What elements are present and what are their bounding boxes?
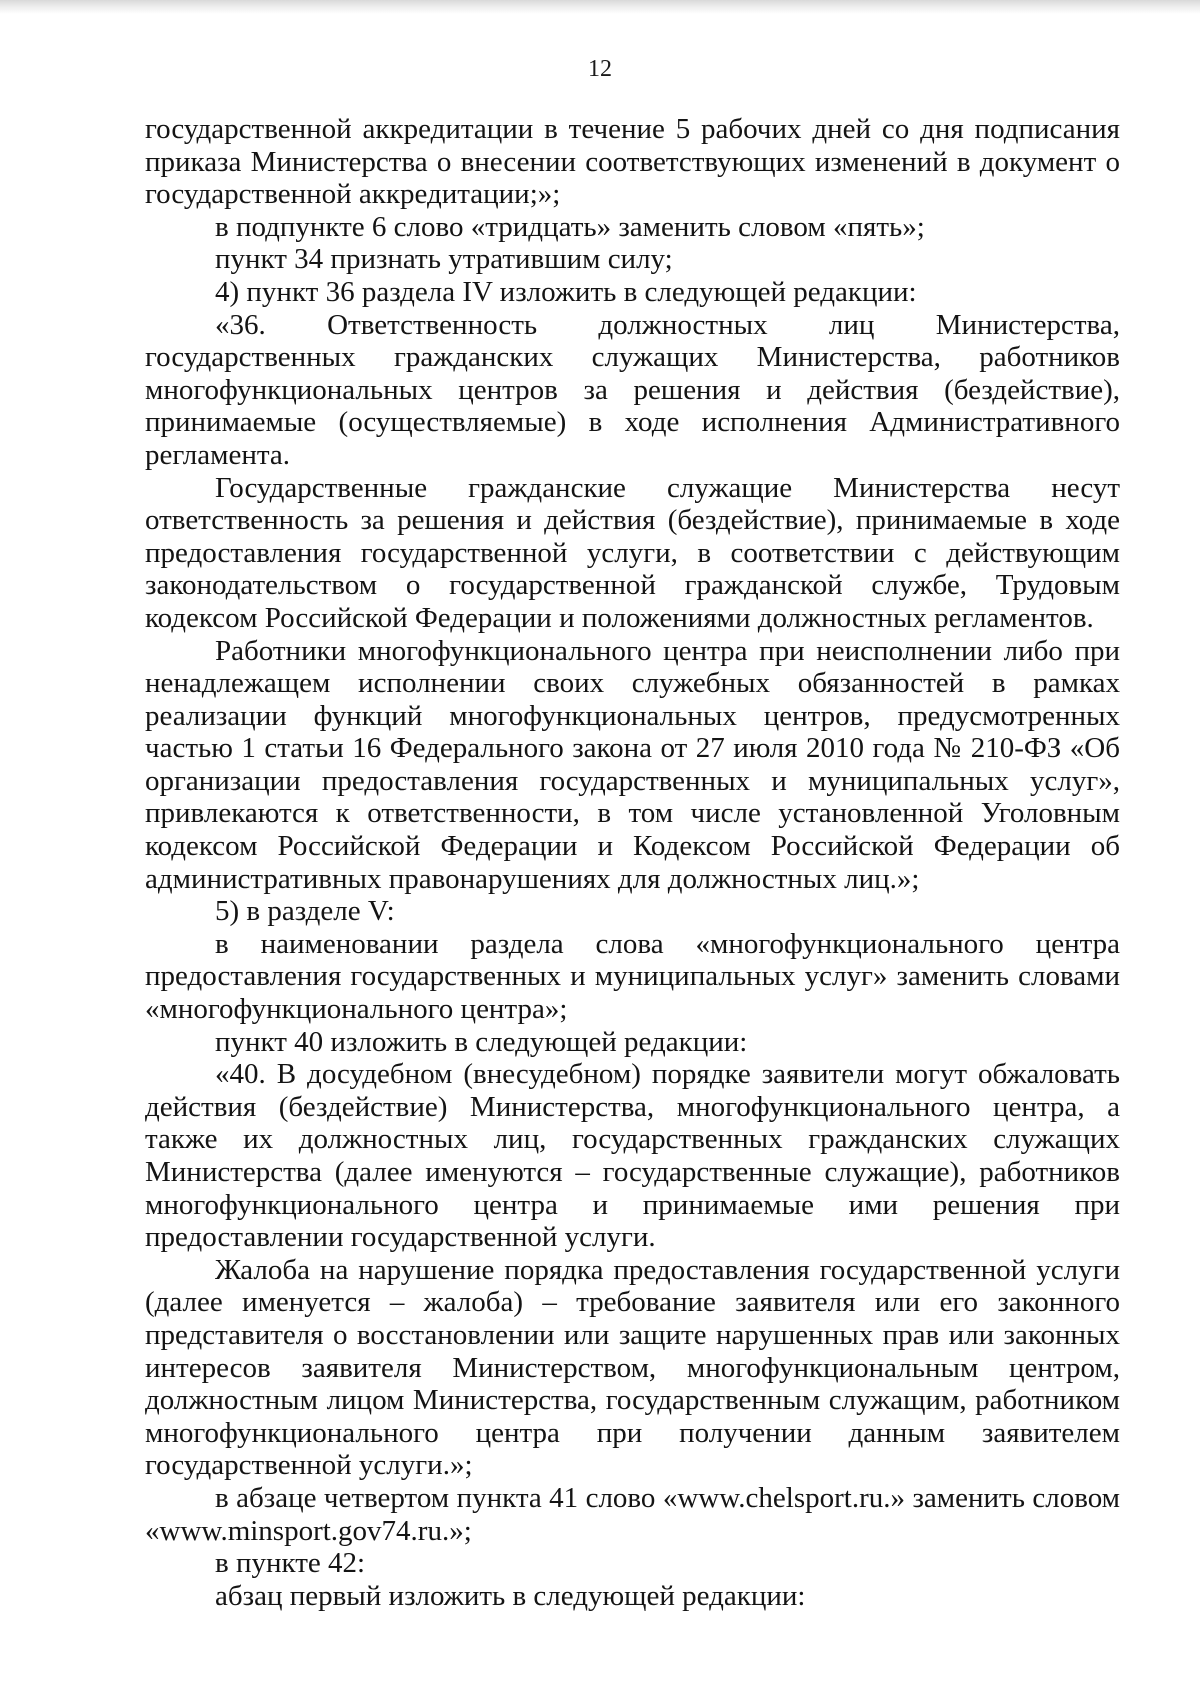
paragraph: пункт 34 признать утратившим силу; bbox=[215, 243, 673, 276]
paragraph: 5) в разделе V: bbox=[215, 895, 395, 928]
paragraph: в пункте 42: bbox=[215, 1547, 366, 1580]
paragraph: «40. В досудебном (внесудебном) порядке заявители могут обжаловать действия (бездействие) Министерства, многофункционального центра, а также их должностных лиц, государственных гражданских служащих Министерства (далее именуются – государственные служащие), работников многофункционального центра и принимаемые ими решения при предоставлении государственной услуги. bbox=[145, 1058, 1120, 1254]
paragraph: в наименовании раздела слова «многофункционального центра предоставления государственных и муниципальных услуг» заменить словами «многофункционального центра»; bbox=[145, 927, 1120, 1026]
page-number: 12 bbox=[588, 56, 612, 82]
paragraph: Работники многофункционального центра при неисполнении либо при ненадлежащем исполнении своих служебных обязанностей в рамках реализации функций многофункциональных центров, предусмотренных частью 1 статьи 16 Федерального закона от 27 июля 2010 года № 210-ФЗ «Об организации предоставления государственных и муниципальных услуг», привлекаются к ответственности, в том числе установленной Уголовным кодексом Российской Федерации и Кодексом Российской Федерации об административных правонарушениях для должностных лиц.»; bbox=[145, 634, 1120, 895]
paragraph: государственной аккредитации в течение 5 рабочих дней со дня подписания приказа Министерства о внесении соответствующих изменений в документ о государственной аккредитации;»; bbox=[145, 113, 1120, 211]
scan-edge bbox=[0, 0, 1200, 14]
document-body bbox=[145, 113, 1120, 1612]
paragraph: в абзаце четвертом пункта 41 слово «www.chelsport.ru.» заменить словом «www.minsport.gov74.ru.»; bbox=[145, 1481, 1120, 1547]
paragraph: Жалоба на нарушение порядка предоставления государственной услуги (далее именуется – жалоба) – требование заявителя или его законного представителя о восстановлении или защите нарушенных прав или законных интересов заявителя Министерством, многофункциональным центром, должностным лицом Министерства, государственным служащим, работником многофункционального центра при получении данным заявителем государственной услуги.»; bbox=[145, 1253, 1120, 1482]
paragraph: абзац первый изложить в следующей редакции: bbox=[215, 1579, 806, 1612]
paragraph: Государственные гражданские служащие Министерства несут ответственность за решения и действия (бездействие), принимаемые в ходе предоставления государственной услуги, в соответствии с действующим законодательством о государственной гражданской службе, Трудовым кодексом Российской Федерации и положениями должностных регламентов. bbox=[145, 471, 1120, 634]
paragraph: в подпункте 6 слово «тридцать» заменить словом «пять»; bbox=[215, 210, 925, 243]
paragraph: 4) пункт 36 раздела IV изложить в следующей редакции: bbox=[215, 275, 917, 308]
paragraph: «36. Ответственность должностных лиц Министерства, государственных гражданских служащих Министерства, работников многофункциональных центров за решения и действия (бездействие), принимаемые (осуществляемые) в ходе исполнения Административного регламента. bbox=[145, 308, 1120, 471]
paragraph: пункт 40 изложить в следующей редакции: bbox=[215, 1025, 748, 1058]
